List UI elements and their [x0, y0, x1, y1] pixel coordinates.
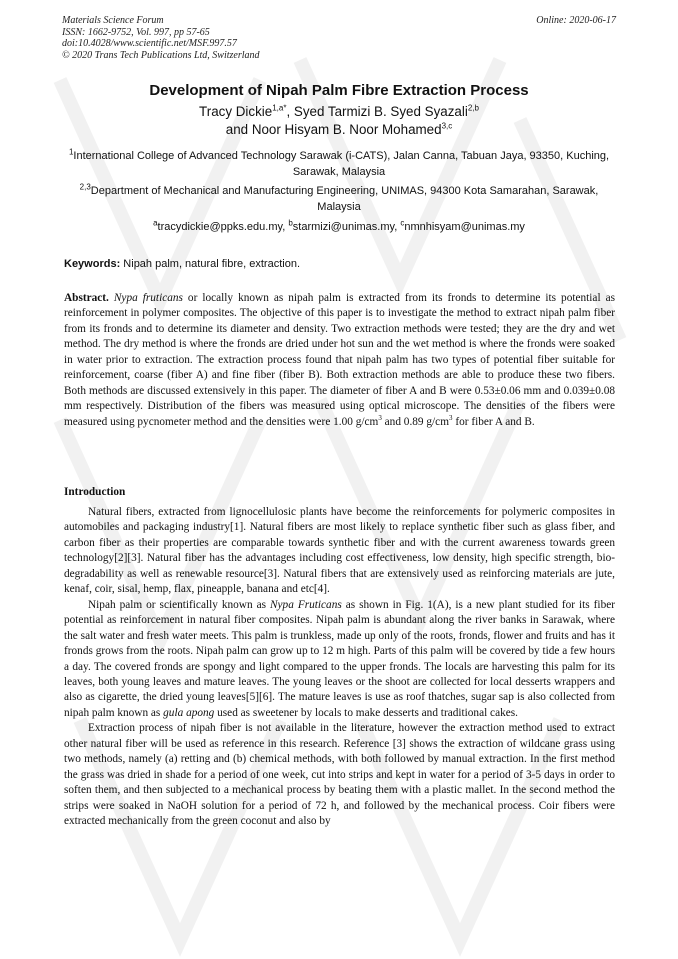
- section-heading-introduction: Introduction: [64, 486, 126, 498]
- paragraph-text: as shown in Fig. 1(A), is a new plant studied for its fiber potential as reinforcement in natural fiber composites. Nipah palm is abundant along the river banks in Sarawak, where the salt water and fresh water meets. This palm is trunkless, made up only of the roots, fronds, flower and fruits and has it fronds grows from the roots. Nipah palm can grow up to 12 m high. Parts of this palm will be covered by tide a few hours a day. The covered fronds are spongy and light compared to the upper fronds. The locals are harvesting this palm for its leaves, both young leaves and mature leaves. The young leaves or the shoot are collected for local desserts wrappers and also as cigarette, the dried young leaves[5][6]. The mature leaves is use as roof thatches, sugar sap is also collected from nipah palm known as: [64, 598, 615, 719]
- keywords: [64, 256, 624, 272]
- introduction-body: [64, 505, 615, 830]
- paragraph-2: [64, 598, 615, 722]
- local-term: gula apong: [163, 706, 215, 719]
- author-name: Syed Tarmizi B. Syed Syazali: [293, 104, 468, 119]
- author-name: Tracy Dickie: [199, 104, 273, 119]
- affiliation-text: International College of Advanced Technology Sarawak (i-CATS), Jalan Canna, Tabuan Jaya, 93350, Kuching, Sarawak, Malaysia: [73, 150, 610, 178]
- email-link[interactable]: starmizi@unimas.my: [292, 221, 395, 233]
- paragraph-3: Extraction process of nipah fiber is not available in the literature, however the extraction method used to extract other natural fiber will be used as reference in this research. Reference [3] shows the extraction of wildcane grass using two methods, namely (a) retting and (b) chemical methods, with both followed by manual extraction. In the first method the grass was dried in shade for a period of one week, cut into strips and kept in water for a period of 3-5 days in order to soften them, and then subjected to a mechanical process by beating them with a plastic mallet. In the second method the strips were soaked in NaOH solution for a period of 72 h, and followed by the mechanical process. Coir fibers were extracted mechanically from the green coconut and also by: [64, 722, 615, 828]
- author-separator: ,: [286, 104, 294, 119]
- paragraph-text: Nipah palm or scientifically known as: [88, 598, 270, 611]
- abstract-text: for fiber A and B.: [452, 415, 535, 428]
- online-date: Online: 2020-06-17: [536, 15, 616, 26]
- affiliation-2: [62, 183, 616, 215]
- author-conjunction: and: [225, 122, 252, 137]
- journal-name: Materials Science Forum: [62, 15, 164, 26]
- abstract-text: and 0.89 g/cm: [381, 415, 449, 428]
- paragraph-text: used as sweetener by locals to make desserts and traditional cakes.: [214, 706, 518, 719]
- email-mark: b: [288, 218, 293, 228]
- paper-title: Development of Nipah Palm Fibre Extraction Process: [149, 82, 529, 99]
- email-mark: a: [153, 218, 158, 228]
- abstract-text: or locally known as nipah palm is extracted from its fronds to determine its potential as reinforcement in polymer composites. The objective of this paper is to investigate the method to extract nipah palm fiber from its fronds and to determine its diameter and density. Two extraction methods were tested; they are the dry and wet method. The dry method is where the fronds are dried under hot sun and the wet method is where the fronds were soaked in water prior to extraction. The extraction process found that nipah palm has two types of potential fiber suitable for reinforcement, coarse (fiber A) and fine fiber (fiber B). Both extraction methods are able to produce these two fibers. Both methods are discussed extensively in this paper. The diameter of fiber A and B were 0.53±0.06 mm and 0.039±0.08 mm respectively. Distribution of the fibers was measured using optical microscope. The densities of the fibers were measured using pycnometer method and the densities were 1.00 g/cm: [64, 292, 616, 428]
- affiliation-1: [62, 148, 616, 180]
- copyright-line: © 2020 Trans Tech Publications Ltd, Switzerland: [62, 49, 260, 61]
- keywords-text: Nipah palm, natural fibre, extraction.: [120, 258, 301, 270]
- author-emails: [62, 219, 616, 235]
- affiliation-text: Department of Mechanical and Manufacturing Engineering, UNIMAS, 94300 Kota Samarahan, Sarawak, Malaysia: [90, 185, 599, 213]
- species-name: Nypa Fruticans: [270, 598, 342, 611]
- author-affiliation-mark: 3,c: [441, 121, 453, 131]
- email-link[interactable]: nmnhisyam@unimas.my: [404, 221, 525, 233]
- affiliation-mark: 1: [68, 147, 74, 157]
- abstract: [64, 291, 615, 430]
- email-link[interactable]: tracydickie@ppks.edu.my: [157, 221, 283, 233]
- unit-superscript: 3: [378, 413, 382, 422]
- email-separator: ,: [394, 221, 401, 233]
- author-line-2: [40, 121, 638, 139]
- author-list: [40, 103, 638, 139]
- issn-line: ISSN: 1662-9752, Vol. 997, pp 57-65: [62, 26, 210, 38]
- email-mark: c: [400, 218, 405, 228]
- unit-superscript: 3: [449, 413, 453, 422]
- email-separator: ,: [282, 221, 289, 233]
- species-name: Nypa fruticans: [113, 292, 183, 304]
- abstract-label: Abstract.: [64, 292, 109, 304]
- author-affiliation-mark: 2,b: [467, 103, 479, 113]
- author-affiliation-mark: 1,a*: [272, 103, 287, 113]
- keywords-label: Keywords:: [64, 258, 121, 270]
- paragraph-1: Natural fibers, extracted from lignocellulosic plants have become the reinforcements for polymeric composites in automobiles and packaging industry[1]. Natural fibers are most likely to replace synthetic fiber such as glass fiber, and carbon fiber as their properties are comparable towards synthetic fiber and with the current awareness towards green technology[2][3]. Natural fiber has the advantages including cost effectiveness, low density, high specific strength, bio-degradability as well as renewable resource[3]. Natural fibers that are extensively used as reinforcing materials are jute, kenaf, coir, sisal, hemp, flax, pineapple, banana and etc[4].: [64, 506, 615, 596]
- doi-line: doi:10.4028/www.scientific.net/MSF.997.57: [62, 38, 237, 49]
- author-name: Noor Hisyam B. Noor Mohamed: [251, 122, 442, 137]
- author-line-1: [40, 103, 638, 121]
- journal-header: [62, 15, 260, 61]
- affiliation-mark: 2,3: [79, 182, 91, 192]
